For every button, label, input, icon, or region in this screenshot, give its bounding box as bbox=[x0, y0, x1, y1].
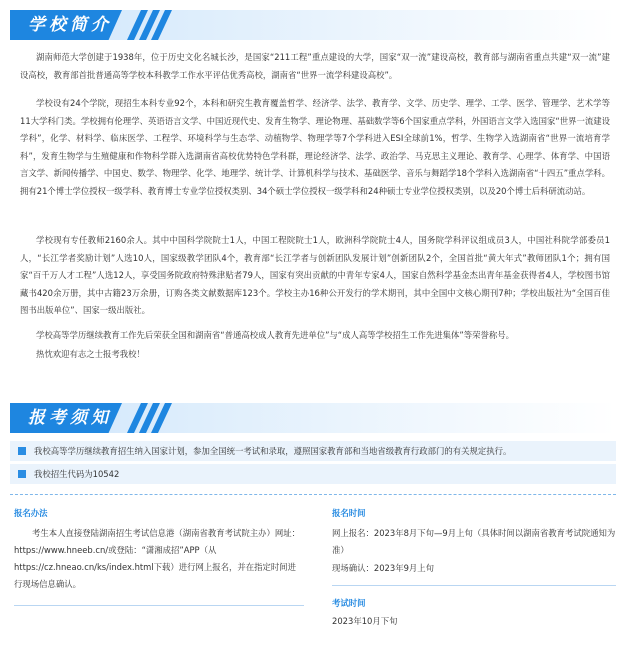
column-rule bbox=[332, 585, 616, 586]
notice-text: 我校招生代码为10542 bbox=[34, 469, 120, 479]
intro-paragraph: 湖南师范大学创建于1938年，位于历史文化名城长沙，是国家“211工程”重点建设的大学，国家“双一流”建设高校，教育部与湖南省重点共建“双一流”建设高校，教育部首批普通高等学校本科教学工作水平评估优秀高校，湖南省“世界一流学科建设高校”。 bbox=[20, 52, 610, 80]
intro-paragraph: 学校高等学历继续教育工作先后荣获全国和湖南省“普通高校成人教育先进单位”与“成人高等学校招生工作先进集体”等荣誉称号。 bbox=[36, 330, 514, 340]
intro-paragraph: 学校设有24个学院，现招生本科专业92个，本科和研究生教育覆盖哲学、经济学、法学、教育学、文学、历史学、理学、工学、医学、管理学、艺术学等11大学科门类。学校拥有伦理学、英语语言文学、中国近现代史、发育生物学、理论物理、基础数学等6个国家重点学科，外国语言文学入选国家“世界一流建设学科”，化学、材料学、临床医学、工程学、环境科学与生态学、动植物学、物理学等7个学科进入ESI全球前1%，哲学、生物学入选湖南省“世界一流培育学科”，发育生物学与生殖健康和作物科学群入选湖南省高校优势特色学科群，理论经济学、法学、政治学、马克思主义理论、教育学、心理学、体育学、中国语言文学、新闻传播学、中国史、数学、物理学、化学、地理学、统计学、计算机科学与技术、基础医学、音乐与舞蹈学18个学科入选湖南省“十四五”重点学科。拥有21个博士学位授权一级学科、教育博士专业学位授权类别、34个硕士学位授权一级学科和24种硕士专业学位授权类别，以及20个博士后科研流动站。 bbox=[20, 98, 610, 196]
column-rule bbox=[14, 605, 304, 606]
section-title-notice: 报考须知 bbox=[28, 408, 112, 428]
square-bullet-icon bbox=[18, 470, 26, 478]
registration-onsite: 现场确认：2023年9月上旬 bbox=[332, 563, 435, 573]
section-title-intro: 学校简介 bbox=[28, 15, 112, 35]
section-banner-notice bbox=[10, 403, 616, 433]
notice-text: 我校高等学历继续教育招生纳入国家计划，参加全国统一考试和录取，遵照国家教育部和当地省级教育行政部门的有关规定执行。 bbox=[34, 446, 512, 456]
notice-item bbox=[10, 441, 616, 461]
square-bullet-icon bbox=[18, 447, 26, 455]
banner-stripes bbox=[134, 403, 170, 433]
section-banner-intro bbox=[10, 10, 616, 40]
method-label: 报名办法 bbox=[14, 508, 48, 518]
notice-item bbox=[10, 464, 616, 484]
intro-paragraph: 学校现有专任教师2160余人。其中中国科学院院士1人，中国工程院院士1人，欧洲科学院院士4人，国务院学科评议组成员3人，中国社科院学部委员1人，“长江学者奖励计划”人选10人，国家级教学团队4个，教育部“长江学者与创新团队发展计划”创新团队2个，全国首批“黄大年式”教师团队1个；拥有国家“百千万人才工程”人选12人，享受国务院政府特殊津贴者79人，国家有突出贡献的中青年专家4人，国家自然科学基金杰出青年基金获得者4人，学校图书馆藏书420余万册，其中古籍23万余册，订购各类文献数据库123个。学校主办16种公开发行的学术期刊，其中全国中文核心期刊7种；学校出版社为“全国百佳图书出版单位”、国家一级出版社。 bbox=[20, 235, 610, 315]
registration-online: 网上报名：2023年8月下旬—9月上旬（具体时间以湖南省教育考试院通知为准） bbox=[332, 528, 616, 555]
exam-time-value: 2023年10月下旬 bbox=[332, 616, 398, 626]
method-text: 考生本人直接登陆湖南招生考试信息港（湖南省教育考试院主办）网址：https://www.hneeb.cn/或登陆：“潇湘成招”APP（从https://cz.hneao.cn/ks/index.html下载）进行网上报名，并在指定时间进行现场信息确认。 bbox=[14, 528, 300, 589]
intro-paragraph: 热忱欢迎有志之士报考我校！ bbox=[36, 349, 145, 359]
exam-time-label: 考试时间 bbox=[332, 598, 366, 608]
registration-time-label: 报名时间 bbox=[332, 508, 366, 518]
banner-stripes bbox=[134, 10, 170, 40]
dashed-divider bbox=[10, 494, 616, 495]
